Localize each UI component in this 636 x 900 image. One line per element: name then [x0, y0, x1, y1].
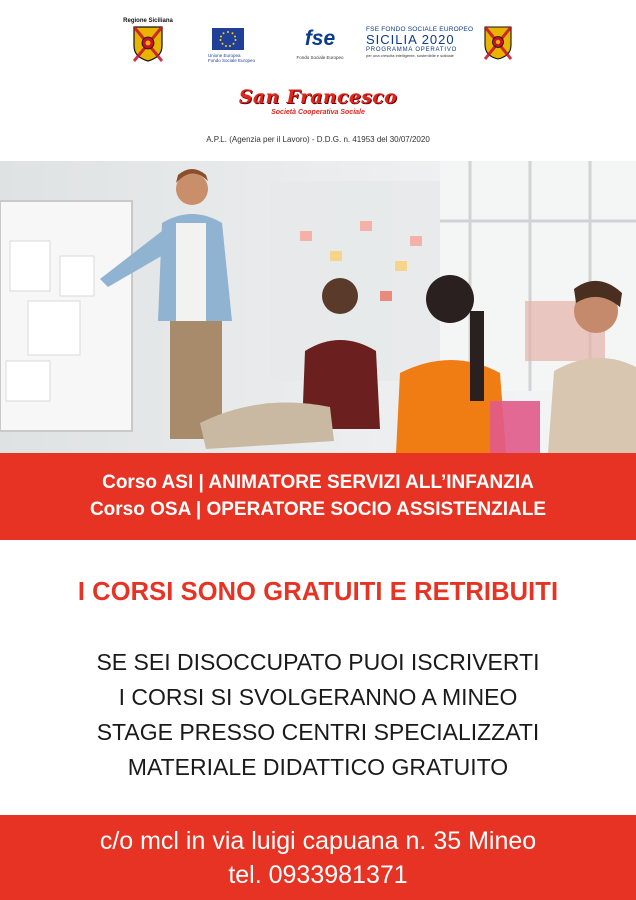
- sicilia-desc-label: per una crescita intelligente, sostenibile e solidale: [366, 53, 454, 59]
- courses-band: [0, 453, 636, 540]
- brand-name: San Francesco: [238, 86, 398, 108]
- regione-siciliana-shield-icon: [133, 26, 163, 62]
- regione-siciliana-label: Regione Siciliana: [123, 18, 173, 24]
- brand-block: [0, 86, 636, 116]
- info-line: I CORSI SI SVOLGERANNO A MINEO: [118, 684, 518, 710]
- eu-label-2: Fondo Sociale Europeo: [208, 58, 256, 64]
- fse-logo: [290, 28, 350, 60]
- headline: I CORSI SONO GRATUITI E RETRIBUITI: [77, 578, 559, 606]
- regione-siciliana-logo: [120, 18, 176, 62]
- info-list: [0, 645, 636, 785]
- eu-label-1: Unione Europea: [208, 53, 241, 58]
- eu-logo: [208, 28, 268, 64]
- address: c/o mcl in via luigi capuana n. 35 Mineo: [99, 827, 537, 855]
- apl-accreditation: A.P.L. (Agenzia per il Lavoro) - D.D.G. n. 41953 del 30/07/2020: [206, 135, 430, 144]
- classroom-photo-illustration: [0, 161, 636, 453]
- info-line: STAGE PRESSO CENTRI SPECIALIZZATI: [96, 719, 540, 745]
- phone-number: tel. 0933981371: [228, 861, 408, 889]
- sicilia-2020-logo: [366, 26, 516, 58]
- info-line: SE SEI DISOCCUPATO PUOI ISCRIVERTI: [96, 649, 540, 675]
- course-asi: Corso ASI | ANIMATORE SERVIZI ALL’INFANZIA: [102, 472, 534, 493]
- course-osa: Corso OSA | OPERATORE SOCIO ASSISTENZIALE: [89, 499, 547, 520]
- sicilia-top-label: FSE FONDO SOCIALE EUROPEO: [366, 26, 474, 33]
- brand-subtitle: Società Cooperativa Sociale: [271, 109, 365, 116]
- classroom-photo: [0, 161, 636, 453]
- sicilia-program-label: PROGRAMMA OPERATIVO: [366, 47, 458, 54]
- info-line: MATERIALE DIDATTICO GRATUITO: [127, 754, 509, 780]
- partner-logos-bar: [0, 0, 636, 80]
- eu-flag-icon: [212, 28, 244, 50]
- sicilia-main-label: SICILIA 2020: [366, 32, 455, 47]
- sicilia-2020-shield-icon: [484, 26, 512, 60]
- fse-logo-icon: fse: [304, 27, 336, 50]
- contact-footer: [0, 815, 636, 900]
- fse-label: Fondo Sociale Europeo: [296, 55, 344, 60]
